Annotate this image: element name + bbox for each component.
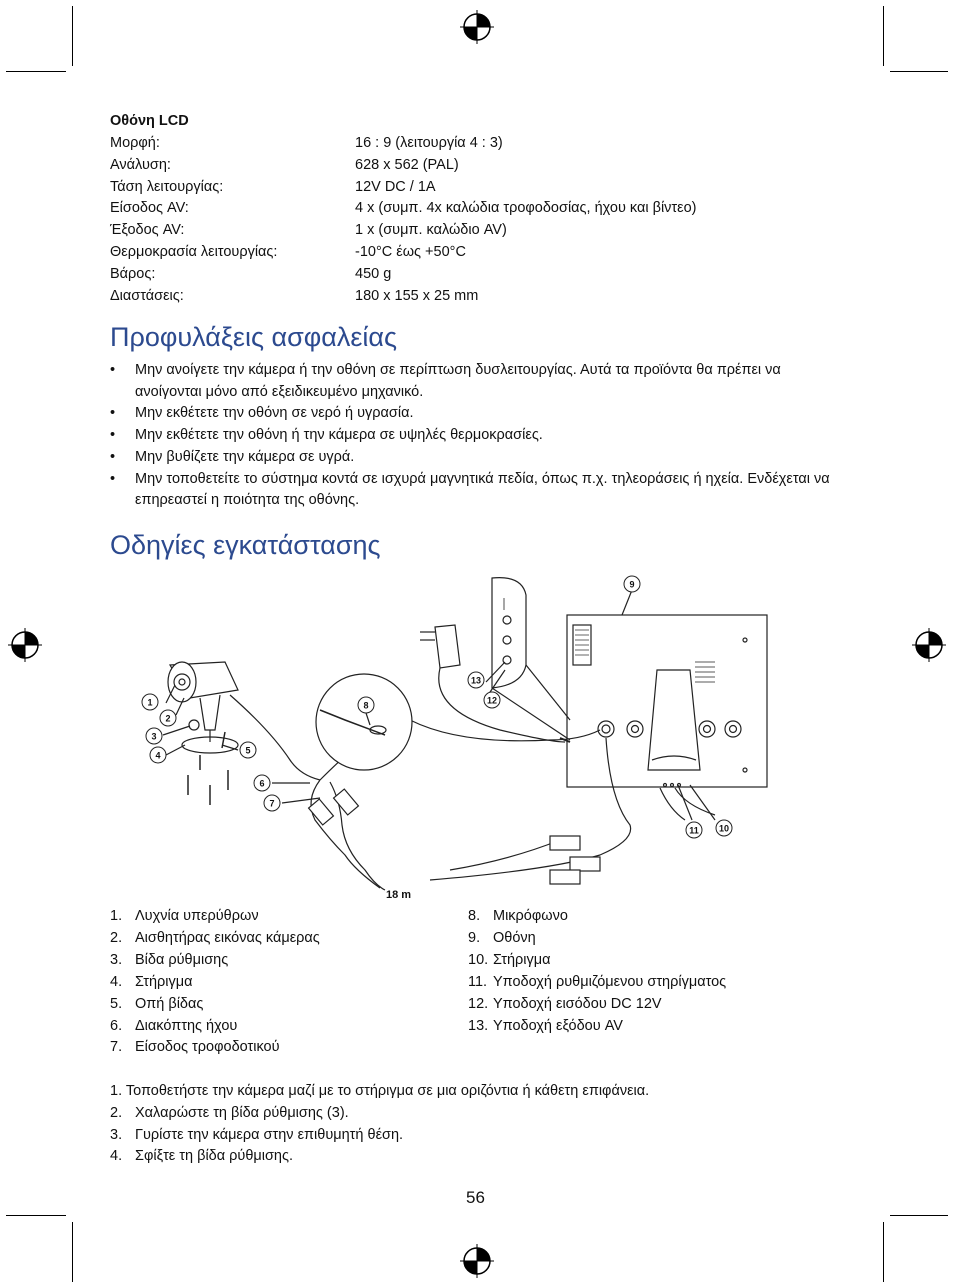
legend-item — [110, 950, 320, 972]
crop-mark — [72, 6, 73, 66]
spec-value: 628 x 562 (PAL) — [355, 156, 459, 173]
step-item — [110, 1103, 649, 1125]
crop-mark — [883, 1222, 884, 1282]
list-number: 2. — [110, 1104, 123, 1121]
legend-item — [110, 1037, 320, 1059]
safety-item — [110, 360, 850, 403]
legend-item — [468, 928, 726, 950]
callout-12: 12 — [486, 695, 498, 706]
bullet-icon: • — [110, 405, 116, 422]
list-number: 7. — [110, 1039, 123, 1056]
callout-13: 13 — [470, 675, 482, 686]
spec-key: Έξοδος AV: — [110, 222, 185, 239]
crop-mark — [890, 1215, 948, 1216]
list-text: Υποδοχή εξόδου AV — [493, 1017, 623, 1034]
spec-row — [110, 285, 830, 307]
list-text: 1. Τοποθετήστε την κάμερα μαζί με το στήριγμα σε μια οριζόντια ή κάθετη επιφάνεια. — [110, 1083, 650, 1099]
list-number: 10. — [468, 951, 489, 968]
spec-value: 4 x (συμπ. 4x καλώδια τροφοδοσίας, ήχου και βίντεο) — [355, 200, 697, 217]
legend-item — [468, 994, 726, 1016]
bullet-icon: • — [110, 427, 116, 444]
list-text: Χαλαρώστε τη βίδα ρύθμισης (3). — [135, 1104, 349, 1121]
crop-mark — [883, 6, 884, 66]
step-item — [110, 1146, 649, 1168]
list-number: 3. — [110, 951, 123, 968]
callout-5: 5 — [245, 745, 251, 756]
callout-7: 7 — [269, 798, 275, 809]
callout-8: 8 — [363, 700, 369, 711]
callout-1: 1 — [147, 697, 153, 708]
list-number: 6. — [110, 1017, 123, 1034]
bullet-icon: • — [110, 362, 116, 378]
spec-value: 12V DC / 1A — [355, 178, 436, 195]
spec-key: Είσοδος AV: — [110, 200, 189, 217]
safety-item — [110, 425, 850, 447]
spec-value: 450 g — [355, 265, 392, 282]
callout-11: 11 — [689, 825, 699, 836]
list-text: Στήριγμα — [493, 951, 551, 968]
legend-right — [468, 906, 726, 1037]
cable-length-label: 18 m — [386, 889, 412, 901]
registration-mark-icon — [912, 628, 946, 662]
legend-item — [110, 1016, 320, 1038]
list-text: Σφίξτε τη βίδα ρύθμισης. — [135, 1148, 294, 1165]
legend-left — [110, 906, 320, 1059]
registration-mark-icon — [460, 10, 494, 44]
safety-list — [110, 360, 850, 512]
list-number: 11. — [468, 973, 488, 990]
legend-item — [110, 994, 320, 1016]
legend-item — [468, 906, 726, 928]
spec-key: Μορφή: — [110, 135, 160, 151]
safety-item-text: Μην ανοίγετε την κάμερα ή την οθόνη σε περίπτωση δυσλειτουργίας. Αυτά τα προϊόντα θα πρέπει να ανοίγονται μόνο από εξειδικευμένο μηχανικό. — [135, 362, 781, 400]
list-number: 12. — [468, 995, 489, 1012]
spec-key: Ανάλυση: — [110, 156, 171, 173]
list-number: 4. — [110, 973, 123, 990]
spec-key: Βάρος: — [110, 265, 156, 282]
safety-item — [110, 447, 850, 469]
list-text: Είσοδος τροφοδοτικού — [135, 1039, 280, 1056]
step-item — [110, 1081, 649, 1103]
list-number: 9. — [468, 929, 481, 946]
legend-item — [110, 972, 320, 994]
crop-mark — [72, 1222, 73, 1282]
installation-diagram — [130, 570, 780, 905]
list-text: Στήριγμα — [135, 973, 193, 990]
list-text: Οπή βίδας — [135, 995, 204, 1012]
crop-mark — [890, 71, 948, 72]
legend-item — [110, 928, 320, 950]
spec-value: 180 x 155 x 25 mm — [355, 287, 479, 304]
spec-value: -10°C έως +50°C — [355, 244, 466, 260]
legend-item — [468, 1016, 726, 1038]
page-number: 56 — [466, 1188, 485, 1207]
safety-item-text: Μην τοποθετείτε το σύστημα κοντά σε ισχυρά μαγνητικά πεδία, όπως π.χ. τηλεοράσεις ή ηχεία. Ενδέχεται να επηρεαστεί η ποιότητα της οθόνης. — [135, 470, 830, 509]
callout-9: 9 — [629, 579, 635, 590]
spec-row — [110, 132, 830, 154]
list-text: Μικρόφωνο — [493, 908, 568, 924]
install-steps — [110, 1081, 649, 1168]
bullet-icon: • — [110, 470, 116, 487]
crop-mark — [6, 71, 66, 72]
list-number: 2. — [110, 929, 123, 946]
safety-item-text: Μην εκθέτετε την οθόνη ή την κάμερα σε υψηλές θερμοκρασίες. — [135, 427, 543, 444]
callout-6: 6 — [259, 778, 265, 789]
list-text: Διακόπτης ήχου — [135, 1017, 238, 1034]
spec-row — [110, 241, 830, 263]
spec-row — [110, 263, 830, 285]
spec-key: Θερμοκρασία λειτουργίας: — [110, 244, 278, 260]
spec-section-title: Οθόνη LCD — [110, 113, 189, 129]
spec-row — [110, 197, 830, 219]
list-number: 1. — [110, 908, 123, 924]
registration-mark-icon — [8, 628, 42, 662]
callout-3: 3 — [151, 731, 157, 742]
list-text: Βίδα ρύθμισης — [135, 951, 229, 968]
safety-item — [110, 469, 850, 512]
spec-value: 16 : 9 (λειτουργία 4 : 3) — [355, 135, 503, 151]
list-number: 8. — [468, 908, 481, 924]
list-text: Λυχνία υπερύθρων — [135, 908, 259, 924]
list-number: 5. — [110, 995, 123, 1012]
spec-key: Τάση λειτουργίας: — [110, 178, 224, 195]
callout-2: 2 — [165, 713, 171, 724]
list-text: Γυρίστε την κάμερα στην επιθυμητή θέση. — [135, 1126, 404, 1143]
registration-mark-icon — [460, 1244, 494, 1278]
list-number: 3. — [110, 1126, 123, 1143]
safety-item — [110, 403, 850, 425]
list-number: 13. — [468, 1017, 489, 1034]
callout-10: 10 — [718, 823, 730, 834]
legend-item — [468, 950, 726, 972]
spec-row — [110, 176, 830, 198]
legend-item — [468, 972, 726, 994]
safety-item-text: Μην εκθέτετε την οθόνη σε νερό ή υγρασία. — [135, 405, 414, 422]
spec-value: 1 x (συμπ. καλώδιο AV) — [355, 222, 507, 239]
legend-item — [110, 906, 320, 928]
callout-4: 4 — [155, 750, 161, 761]
spec-row — [110, 219, 830, 241]
list-text: Υποδοχή εισόδου DC 12V — [493, 995, 662, 1012]
list-text: Αισθητήρας εικόνας κάμερας — [135, 929, 320, 946]
crop-mark — [6, 1215, 66, 1216]
list-number: 4. — [110, 1148, 123, 1165]
list-text: Υποδοχή ρυθμιζόμενου στηρίγματος — [493, 973, 727, 990]
bullet-icon: • — [110, 448, 116, 465]
safety-heading: Προφυλάξεις ασφαλείας — [110, 322, 398, 352]
spec-key: Διαστάσεις: — [110, 287, 184, 304]
step-item — [110, 1125, 649, 1147]
list-text: Οθόνη — [493, 929, 536, 946]
spec-row — [110, 154, 830, 176]
safety-item-text: Μην βυθίζετε την κάμερα σε υγρά. — [135, 448, 355, 465]
install-heading: Οδηγίες εγκατάστασης — [110, 530, 381, 560]
